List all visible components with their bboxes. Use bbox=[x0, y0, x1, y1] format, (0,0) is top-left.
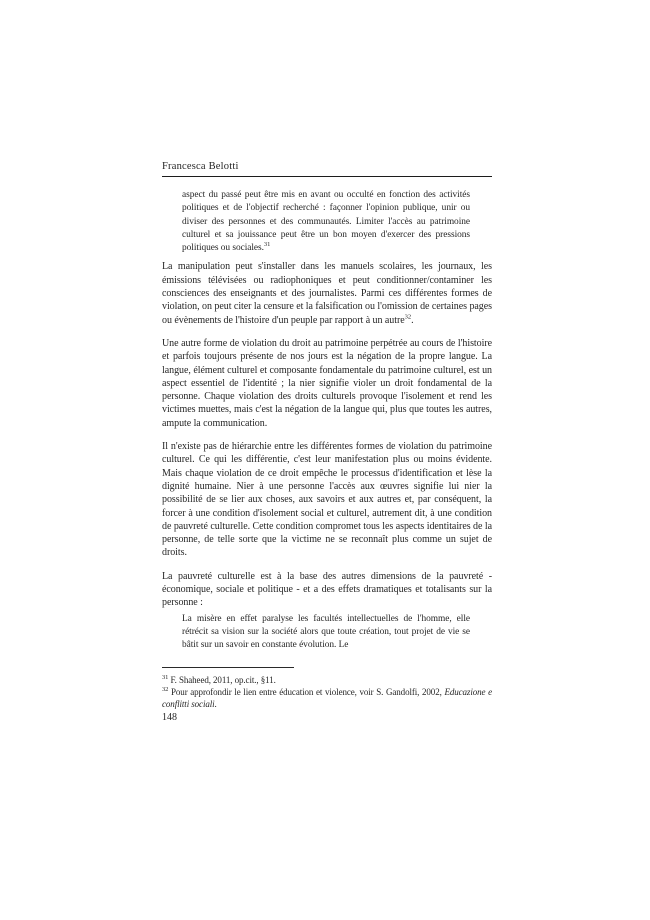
running-header-author: Francesca Belotti bbox=[162, 161, 239, 172]
footnote-31-marker: 31 bbox=[162, 673, 169, 681]
block-quote-top bbox=[182, 189, 470, 255]
footnote-32-text: Pour approfondir le lien entre éducation et violence, voir S. Gandolfi, 2002, bbox=[168, 686, 445, 697]
paragraph-4: La pauvreté culturelle est à la base des autres dimensions de la pauvreté - économique, sociale et politique - et a des effets dramatiques et totalisants sur la personne : bbox=[162, 570, 492, 609]
footnote-31 bbox=[162, 674, 492, 686]
footnote-32-italic-title: Educazione e conflitti sociali bbox=[162, 686, 492, 709]
footnote-32 bbox=[162, 686, 492, 710]
footnote-31-text: F. Shaheed, 2011, op.cit., §11. bbox=[168, 674, 276, 685]
paragraph-1-end: . bbox=[411, 314, 414, 326]
paragraph-2: Une autre forme de violation du droit au patrimoine perpétrée au cours de l'histoire et parfois toujours présente de nos jours est la négation de la propre langue. La langue, élément culturel et composante fondamentale du patrimoine culturel, est un aspect essentiel de l'identité ; la nier signifie violer un droit fondamental de la personne. Chaque violation des droits culturels provoque l'isolement et rend les victimes muettes, mais c'est la négation de la langue qui, plus que toutes les autres, ampute la communication. bbox=[162, 337, 492, 429]
block-quote-bottom: La misère en effet paralyse les facultés intellectuelles de l'homme, elle rétrécit sa vision sur la société alors que toute création, tout projet de vie se bâtit sur un savoir en constante évolution. Le bbox=[182, 613, 470, 651]
footnote-rule bbox=[162, 667, 294, 668]
block-quote-top-text: aspect du passé peut être mis en avant ou occulté en fonction des activités politiques et de l'objectif recherché : façonner l'opinion publique, unir ou diviser des personnes et des communautés. Limiter l'accès au patrimoine culturel et sa jouissance peut être un bon moyen d'exercer des pressions politiques ou sociales. bbox=[182, 190, 470, 254]
footnote-block bbox=[162, 667, 492, 724]
footnote-ref-31: 31 bbox=[263, 241, 271, 249]
page-content bbox=[162, 160, 492, 724]
header-rule bbox=[162, 176, 492, 177]
paragraph-1 bbox=[162, 260, 492, 326]
footnote-32-marker: 32 bbox=[162, 685, 169, 693]
footnote-32-end: . bbox=[214, 698, 217, 709]
paragraph-3: Il n'existe pas de hiérarchie entre les différentes formes de violation du patrimoine culturel. Ce qui les différentie, c'est leur manifestation plus ou moins évidente. Mais chaque violation de ce droit empêche le processus d'identification et lèse la dignité humaine. Nier à une personne l'accès aux œuvres signifie lui nier la possibilité de se lier aux choses, aux savoirs et aux autres et, par conséquent, la forcer à une condition d'isolement social et culturel, autrement dit, à une condition de pauvreté culturelle. Cette condition compromet tous les aspects identitaires de la personne, de telle sorte que la victime ne se reconnaît plus comme un sujet de droits. bbox=[162, 441, 492, 559]
paragraph-1-text: La manipulation peut s'installer dans les manuels scolaires, les journaux, les émissions télévisées ou radiophoniques et peut conditionner/contaminer les consciences des enseignants et des journalistes. Parmi ces différentes formes de violation, on peut citer la censure et la falsification ou l'omission de certaines pages ou évènements de l'histoire d'un peuple par rapport à un autre bbox=[162, 261, 492, 326]
footnote-ref-32: 32 bbox=[404, 313, 412, 321]
page-number: 148 bbox=[162, 711, 177, 723]
